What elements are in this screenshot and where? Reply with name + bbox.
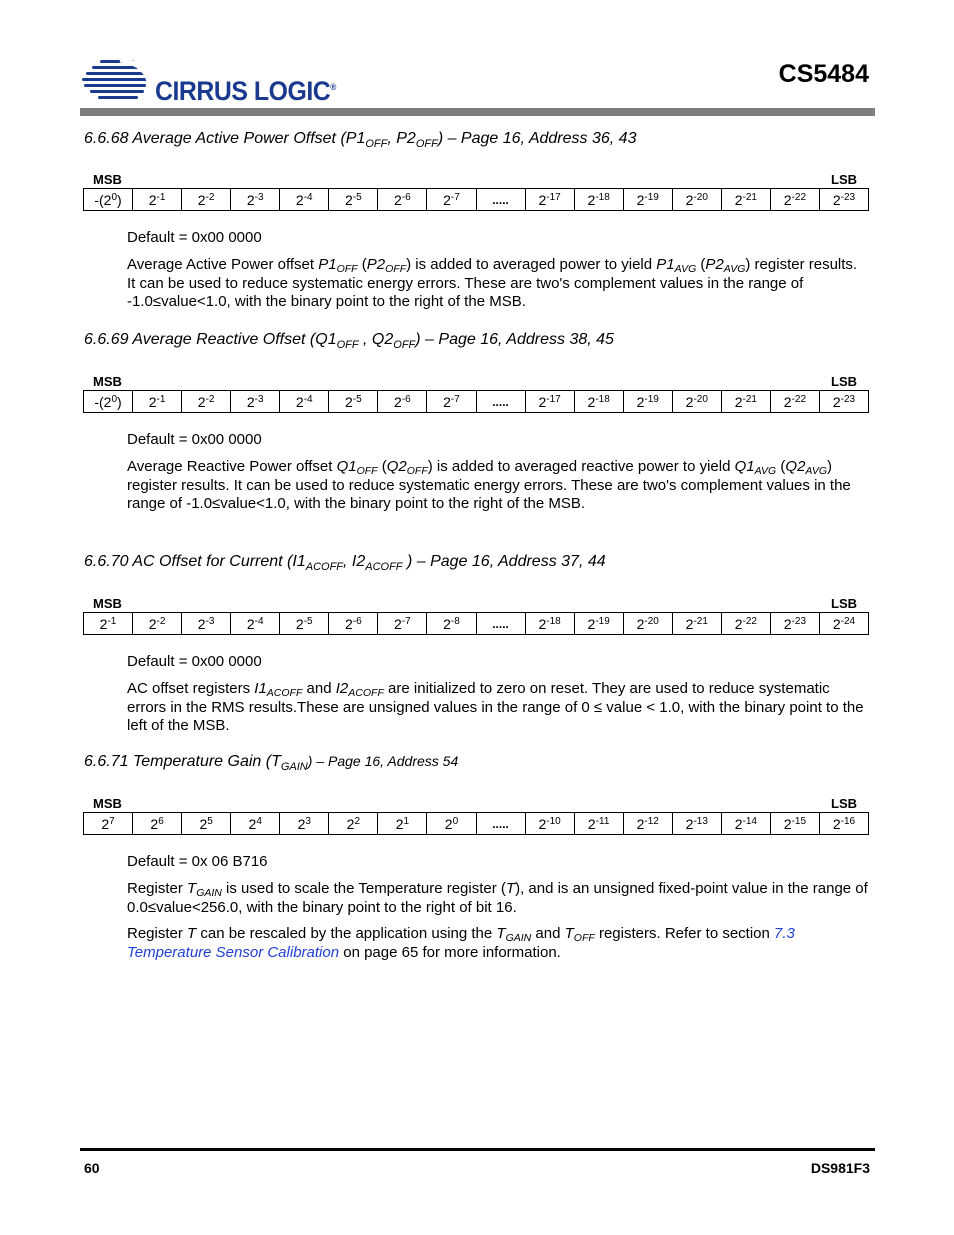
cirrus-logic-swirl-icon	[80, 56, 160, 106]
text-run: (	[776, 458, 786, 475]
bit-exponent: -18	[595, 393, 610, 405]
bit-exponent: -2	[205, 393, 215, 405]
heading-text: , P2	[387, 130, 416, 147]
bit-exponent: 4	[256, 815, 262, 827]
section-heading	[84, 753, 458, 771]
text-run: registers. Refer to section	[594, 925, 775, 942]
text-run: P1	[656, 256, 675, 273]
text-run: P1	[318, 256, 337, 273]
subscript-text: OFF	[356, 465, 378, 477]
bit-cell	[280, 613, 329, 635]
bit-exponent: -21	[742, 393, 757, 405]
bit-exponent: -5	[303, 615, 313, 627]
bit-exponent: -19	[595, 615, 610, 627]
bit-base: 2	[636, 191, 645, 208]
bit-exponent: 1	[403, 815, 410, 827]
section-number: 6.6.70	[84, 553, 129, 570]
bit-base: 2	[248, 815, 257, 832]
heading-text: , I2	[343, 553, 366, 570]
bit-base: 2	[832, 191, 841, 208]
bit-exponent: -3	[254, 191, 264, 203]
bit-cell	[182, 613, 231, 635]
ellipsis-cell: .....	[476, 613, 525, 635]
text-run: and	[302, 680, 336, 697]
bit-cell	[525, 813, 574, 835]
lsb-label: LSB	[831, 374, 857, 389]
bit-base: 2	[246, 393, 255, 410]
bit-cell	[574, 813, 623, 835]
bit-cell	[84, 813, 133, 835]
text-run: Average Reactive Power offset	[127, 458, 337, 475]
bit-base: 2	[444, 815, 453, 832]
document-id: DS981F3	[810, 1160, 870, 1176]
bit-cell	[231, 613, 280, 635]
bit-exponent: 0	[452, 815, 459, 827]
bit-exponent: -21	[742, 191, 757, 203]
heading-text: Temperature Gain (T	[132, 753, 281, 770]
bit-base: 2	[99, 615, 108, 632]
ellipsis-cell: .....	[476, 391, 525, 413]
text-run: on page 65 for more information.	[339, 943, 561, 961]
bit-cell	[819, 391, 868, 413]
bit-cell	[427, 613, 476, 635]
bit-cell	[182, 391, 231, 413]
bit-base: 2	[636, 393, 645, 410]
heading-text: AC Offset for Current (I1	[132, 553, 306, 570]
bit-cell	[280, 813, 329, 835]
text-run: T	[187, 880, 197, 897]
bit-exponent: -16	[840, 815, 856, 827]
text-run: ), and is an unsigned fixed-point value in the range of 0.0≤value<256.0, with the binary point to the right of bit 16.	[127, 880, 868, 916]
bit-exponent: 2	[354, 815, 361, 827]
bit-cell	[231, 391, 280, 413]
bit-exponent: -4	[254, 615, 264, 627]
bit-base: 2	[344, 393, 353, 410]
heading-subscript: ACOFF	[365, 561, 403, 573]
bit-cell	[133, 391, 182, 413]
bit-exponent: 7	[109, 815, 115, 827]
bit-exponent: -3	[254, 393, 264, 405]
table-row	[84, 189, 869, 211]
subscript-text: AVG	[754, 465, 777, 477]
bit-cell	[574, 189, 623, 211]
register-bit-table	[83, 188, 869, 211]
bit-cell	[672, 391, 721, 413]
bit-base: 2	[246, 191, 255, 208]
section-number: 6.6.68	[84, 130, 129, 147]
text-run: Q1	[734, 458, 755, 475]
bit-base: 2	[297, 815, 306, 832]
bit-exponent: -18	[595, 191, 610, 203]
bit-base: 2	[443, 191, 451, 208]
bit-cell	[819, 613, 868, 635]
bit-base: 2	[101, 815, 110, 832]
bit-exponent: -4	[303, 191, 313, 203]
bit-exponent: -14	[742, 815, 757, 827]
bit-exponent: -4	[303, 393, 313, 405]
bit-base: 2	[587, 815, 596, 832]
bit-exponent: 3	[305, 815, 311, 827]
bit-base: 2	[734, 393, 743, 410]
bit-cell	[329, 813, 378, 835]
heading-text: ) – Page 16, Address 36, 43	[437, 130, 637, 147]
bit-exponent: -2	[156, 615, 166, 627]
bit-base: 2	[148, 393, 157, 410]
text-run: T	[496, 925, 506, 942]
bit-cell	[427, 189, 476, 211]
ellipsis-cell: .....	[476, 813, 525, 835]
bit-exponent: -1	[156, 393, 166, 405]
subscript-text: OFF	[406, 465, 428, 477]
text-run: Register	[127, 925, 188, 942]
bit-cell	[819, 813, 868, 835]
bit-cell	[182, 189, 231, 211]
register-bit-table	[83, 390, 869, 413]
heading-subscript: GAIN	[280, 761, 308, 773]
header-rule	[80, 108, 875, 116]
register-bit-table	[83, 812, 869, 835]
bit-exponent: -15	[791, 815, 807, 827]
section-link[interactable]: 7.3 Temperature Sensor Calibration	[127, 925, 795, 961]
bit-base: 2	[394, 191, 402, 208]
bit-exponent: -6	[401, 393, 411, 405]
bit-base: 2	[538, 815, 547, 832]
ellipsis-cell: .....	[476, 189, 525, 211]
heading-text: ) – Page 16, Address 38, 45	[415, 331, 614, 348]
bit-cell	[378, 391, 427, 413]
bit-exponent: -17	[546, 393, 561, 405]
subscript-text: ACOFF	[266, 687, 303, 699]
bit-base: 2	[443, 615, 451, 632]
subscript-text: OFF	[573, 932, 595, 944]
bit-exponent: 0	[111, 191, 118, 203]
subscript-text: AVG	[723, 263, 746, 275]
bit-exponent: 5	[207, 815, 213, 827]
subscript-text: ACOFF	[348, 687, 384, 699]
text-run: Register	[127, 880, 188, 897]
bit-cell	[525, 391, 574, 413]
bit-base: -(2	[94, 191, 112, 208]
text-run: Q2	[386, 458, 407, 475]
text-run: P2	[705, 256, 724, 273]
bit-base: 2	[295, 615, 304, 632]
heading-text: , Q2	[358, 331, 394, 348]
bit-cell	[329, 189, 378, 211]
lsb-label: LSB	[831, 596, 857, 611]
subscript-text: GAIN	[196, 887, 222, 899]
text-run: (	[696, 256, 706, 273]
bit-cell	[231, 189, 280, 211]
bit-cell	[329, 613, 378, 635]
msb-label: MSB	[93, 796, 122, 811]
text-run: AC offset registers	[127, 680, 255, 697]
bit-exponent: -22	[791, 393, 807, 405]
bit-base: 2	[587, 393, 596, 410]
bit-exponent: -18	[546, 615, 561, 627]
bit-base: 2	[734, 191, 743, 208]
text-run: T	[187, 925, 197, 942]
bit-cell	[329, 391, 378, 413]
bit-exponent: -7	[450, 191, 460, 203]
subscript-text: OFF	[385, 263, 407, 275]
bit-base: 2	[197, 393, 206, 410]
bit-cell	[721, 613, 770, 635]
bit-cell	[525, 189, 574, 211]
bit-cell	[623, 813, 672, 835]
bit-exponent: -22	[742, 615, 757, 627]
subscript-text: AVG	[805, 465, 828, 477]
bit-base: 2	[636, 615, 645, 632]
bit-cell	[623, 613, 672, 635]
bit-cell	[427, 813, 476, 835]
bit-base: 2	[587, 615, 596, 632]
bit-base: 2	[148, 191, 157, 208]
bit-cell	[133, 813, 182, 835]
text-run: ) is added to averaged reactive power to yield	[427, 458, 735, 475]
bit-suffix: )	[117, 191, 122, 208]
bit-cell	[280, 189, 329, 211]
description-paragraph	[127, 256, 869, 312]
heading-text: ) – Page 16, Address 37, 44	[402, 553, 606, 570]
bit-base: 2	[832, 615, 841, 632]
text-run: are initialized to zero on reset. They are used to reduce systematic errors in the RMS results.These are unsigned values in the range of 0 ≤ value < 1.0, with the binary point to the left of the MSB.	[127, 680, 864, 734]
bit-base: 2	[587, 191, 596, 208]
bit-cell	[133, 613, 182, 635]
bit-cell	[378, 813, 427, 835]
bit-base: 2	[783, 191, 792, 208]
bit-cell	[721, 189, 770, 211]
subscript-text: OFF	[336, 263, 358, 275]
bit-exponent: 0	[111, 393, 118, 405]
heading-text: ) – Page 16, Address 54	[307, 753, 459, 769]
bit-exponent: -23	[840, 191, 856, 203]
heading-subscript: OFF	[365, 138, 388, 150]
table-row	[84, 613, 869, 635]
text-run: ) is added to averaged power to yield	[406, 256, 657, 273]
bit-cell	[623, 391, 672, 413]
bit-cell	[672, 613, 721, 635]
bit-base: 2	[295, 393, 304, 410]
bit-base: 2	[685, 815, 694, 832]
bit-base: 2	[783, 393, 792, 410]
heading-text: Average Active Power Offset (P1	[132, 130, 366, 147]
bit-suffix: )	[117, 393, 122, 410]
default-value: Default = 0x00 0000	[127, 229, 262, 246]
heading-subscript: OFF	[393, 339, 416, 351]
bit-exponent: -24	[840, 615, 856, 627]
bit-base: 2	[150, 815, 159, 832]
bit-cell	[378, 189, 427, 211]
text-run: and	[531, 925, 565, 942]
bit-base: 2	[685, 191, 694, 208]
page-number: 60	[84, 1160, 100, 1176]
bit-exponent: -3	[205, 615, 215, 627]
text-run: is used to scale the Temperature register (	[221, 880, 506, 897]
description-paragraph	[127, 880, 869, 917]
heading-subscript: OFF	[415, 138, 438, 150]
default-value: Default = 0x 06 B716	[127, 853, 268, 870]
text-run: T	[505, 880, 516, 897]
bit-base: 2	[346, 815, 355, 832]
bit-cell	[84, 613, 133, 635]
bit-base: 2	[685, 393, 694, 410]
bit-exponent: -23	[791, 615, 807, 627]
text-run: I2	[335, 680, 349, 697]
section-heading	[84, 331, 614, 349]
default-value: Default = 0x00 0000	[127, 653, 262, 670]
bit-cell	[819, 189, 868, 211]
bit-exponent: -20	[644, 615, 659, 627]
section-heading	[84, 130, 636, 148]
bit-base: 2	[295, 191, 304, 208]
bit-exponent: -7	[450, 393, 460, 405]
bit-cell	[84, 391, 133, 413]
bit-base: 2	[199, 815, 208, 832]
bit-cell	[231, 813, 280, 835]
text-run: P2	[366, 256, 386, 273]
bit-cell	[770, 189, 819, 211]
bit-base: -(2	[94, 393, 112, 410]
bit-base: 2	[538, 393, 547, 410]
bit-base: 2	[246, 615, 255, 632]
bit-base: 2	[344, 191, 353, 208]
bit-cell	[672, 813, 721, 835]
bit-base: 2	[538, 615, 547, 632]
bit-cell	[770, 813, 819, 835]
bit-exponent: -19	[644, 393, 659, 405]
bit-base: 2	[734, 815, 743, 832]
bit-exponent: -22	[791, 191, 807, 203]
heading-text: Average Reactive Offset (Q1	[132, 331, 337, 348]
bit-exponent: -1	[156, 191, 166, 203]
default-value: Default = 0x00 0000	[127, 431, 262, 448]
text-run: (	[377, 458, 387, 475]
bit-exponent: -12	[644, 815, 659, 827]
bit-cell	[427, 391, 476, 413]
subscript-text: AVG	[674, 263, 697, 275]
text-run: ) register results. It can be used to reduce systematic energy errors. These are two's complement values in the range of -1.0≤value<1.0, with the binary point to the right of the MSB.	[127, 458, 851, 512]
bit-base: 2	[344, 615, 353, 632]
bit-cell	[280, 391, 329, 413]
text-run: T	[564, 925, 574, 942]
bit-exponent: -13	[693, 815, 708, 827]
cirrus-logic-logo	[80, 56, 340, 106]
text-run: (	[357, 256, 367, 273]
bit-cell	[182, 813, 231, 835]
subscript-text: GAIN	[505, 932, 532, 944]
bit-exponent: -5	[352, 191, 362, 203]
bit-cell	[133, 189, 182, 211]
bit-cell	[378, 613, 427, 635]
logo-wordmark: CIRRUS LOGIC®	[155, 76, 336, 106]
bit-cell	[84, 189, 133, 211]
text-run: Q1	[336, 458, 357, 475]
bit-exponent: -8	[450, 615, 460, 627]
bit-base: 2	[734, 615, 743, 632]
bit-exponent: -20	[693, 191, 708, 203]
register-bit-table	[83, 612, 869, 635]
bit-exponent: -6	[401, 191, 411, 203]
msb-label: MSB	[93, 374, 122, 389]
bit-base: 2	[395, 815, 404, 832]
bit-base: 2	[685, 615, 694, 632]
bit-exponent: -21	[693, 615, 708, 627]
document-title: CS5484	[778, 60, 869, 88]
lsb-label: LSB	[831, 796, 857, 811]
bit-exponent: -7	[401, 615, 411, 627]
msb-label: MSB	[93, 596, 122, 611]
description-paragraph	[127, 458, 869, 514]
text-run: Average Active Power offset	[127, 256, 319, 273]
text-run: I1	[254, 680, 267, 697]
footer-rule	[80, 1148, 875, 1151]
bit-exponent: -11	[595, 815, 610, 827]
text-run: Q2	[785, 458, 806, 475]
section-heading	[84, 553, 606, 571]
bit-exponent: 6	[158, 815, 164, 827]
bit-exponent: -2	[205, 191, 215, 203]
bit-cell	[574, 391, 623, 413]
bit-base: 2	[197, 191, 206, 208]
description-paragraph	[127, 680, 869, 736]
bit-exponent: -1	[107, 615, 117, 627]
bit-exponent: -5	[352, 393, 362, 405]
bit-cell	[623, 189, 672, 211]
bit-cell	[721, 391, 770, 413]
bit-cell	[721, 813, 770, 835]
section-number: 6.6.71	[84, 753, 129, 770]
bit-base: 2	[832, 815, 841, 832]
heading-subscript: OFF	[336, 339, 359, 351]
bit-exponent: -6	[352, 615, 362, 627]
bit-base: 2	[197, 615, 206, 632]
bit-base: 2	[443, 393, 451, 410]
text-run: ) register results. It can be used to reduce systematic energy errors. These are two's complement values in the range of -1.0≤value<1.0, with the binary point to the right of the MSB.	[127, 256, 858, 310]
bit-base: 2	[538, 191, 547, 208]
bit-base: 2	[783, 615, 792, 632]
bit-base: 2	[783, 815, 792, 832]
bit-exponent: -20	[693, 393, 708, 405]
bit-base: 2	[636, 815, 645, 832]
bit-base: 2	[148, 615, 157, 632]
bit-cell	[574, 613, 623, 635]
lsb-label: LSB	[831, 172, 857, 187]
bit-cell	[770, 391, 819, 413]
heading-subscript: ACOFF	[305, 561, 344, 573]
section-number: 6.6.69	[84, 331, 129, 348]
bit-base: 2	[394, 615, 402, 632]
bit-cell	[770, 613, 819, 635]
bit-base: 2	[394, 393, 402, 410]
table-row	[84, 391, 869, 413]
table-row	[84, 813, 869, 835]
description-paragraph	[127, 925, 869, 962]
bit-base: 2	[832, 393, 841, 410]
bit-exponent: -17	[546, 191, 561, 203]
text-run: can be rescaled by the application using the	[196, 925, 497, 942]
bit-cell	[525, 613, 574, 635]
bit-exponent: -10	[546, 815, 561, 827]
bit-exponent: -19	[644, 191, 659, 203]
bit-exponent: -23	[840, 393, 856, 405]
msb-label: MSB	[93, 172, 122, 187]
bit-cell	[672, 189, 721, 211]
